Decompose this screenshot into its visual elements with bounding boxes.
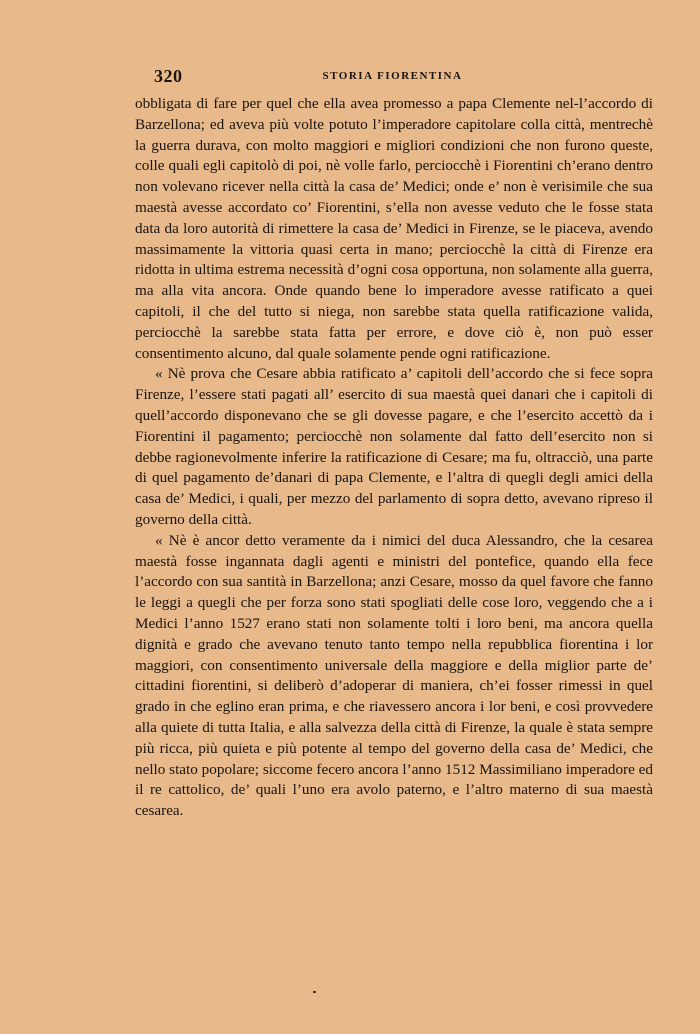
paragraph: obbligata di fare per quel che ella avea promesso a papa Clemente nel-l’accordo di Barzellona; ed aveva più volte potuto l’imperadore capitolare colla città, mentrechè la guerra durava, con molto maggiori e migliori condizioni che non furono queste, colle quali egli capitolò di poi, nè volle farlo, perciocchè i Fiorentini ch’erano dentro non volevano ricever nella città la casa de’ Medici; onde e’ non è verisimile che sua maestà avesse accordato co’ Fiorentini, s’ella non avesse veduto che le fosse stata data da loro autorità di rimettere la casa de’ Medici in Firenze, se le piaceva, avendo massimamente la vittoria quasi certa in mano; perciocchè la città di Firenze era ridotta in ultima estrema necessità d’ogni cosa opportuna, non solamente alla guerra, ma alla vita ancora. Onde quando bene lo imperadore avesse ratificato a quei capitoli, il che del tutto si niega, non sarebbe stata quella ratificazione valida, perciocchè la sarebbe stata fatta per errore, e dove ciò è, non può esser consentimento alcuno, dal quale solamente pende ogni ratificazione.	[135, 95, 653, 362]
running-head: STORIA FIORENTINA	[322, 70, 463, 82]
paragraph: « Nè prova che Cesare abbia ratificato a’ capitoli dell’accordo che si fece sopra Firenze, l’essere stati pagati all’ esercito di sua maestà quei danari che i capitoli di quell’accordo disponevano che se gli dovesse pagare, e che l’esercito accettò da i Fiorentini il pagamento; perciocchè non solamente dal fatto dell’esercito non si debbe ragionevolmente inferire la ratificazione di Cesare; ma fu, oltracciò, una parte di quel pagamento de’danari di papa Clemente, e l’altra di quegli degli amici della casa de’ Medici, i quali, per mezzo del parlamento di sopra detto, avevano ripreso il governo della città.	[135, 365, 653, 528]
page-header	[135, 66, 650, 86]
page-number: 320	[154, 66, 183, 86]
paragraph: « Nè è ancor detto veramente da i nimici del duca Alessandro, che la cesarea maestà fosse ingannata dagli agenti e ministri del pontefice, quando ella fece l’accordo con sua santità in Barzellona; anzi Cesare, mosso da quel favore che fanno le leggi a quegli che per forza sono stati spogliati delle cose loro, veggendo che a i Medici l’anno 1527 erano stati non solamente tolti i loro beni, ma ancora quella dignità e grado che avevano tenuto tanto tempo nella repubblica fiorentina i lor maggiori, con consentimento universale della maggiore e della miglior parte de’ cittadini fiorentini, si deliberò d’adoperar di maniera, ch’ei fosser rimessi in quel grado in che eglino eran prima, e che riavessero ancora i lor beni, e così provvedere alla quiete di tutta Italia, e alla salvezza della città di Firenze, la quale è stata sempre più ricca, più quieta e più potente al tempo del governo della casa de’ Medici, che nello stato popolare; siccome fecero ancora l’anno 1512 Massimiliano imperadore ed il re cattolico, de’ quali l’uno era avolo paterno, e l’altro materno di sua maestà cesarea.	[135, 531, 653, 820]
page-body	[135, 94, 653, 822]
ink-speck	[313, 991, 316, 993]
